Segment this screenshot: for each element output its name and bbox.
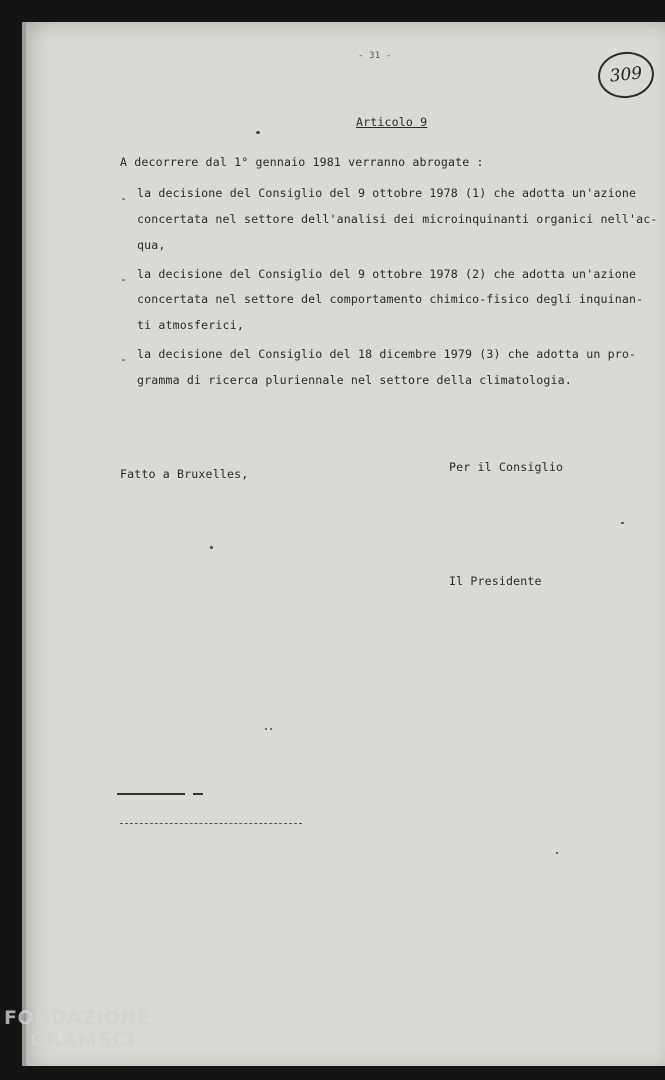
archive-stamp-number: 309 bbox=[608, 63, 644, 87]
bullet-dash: - bbox=[120, 352, 127, 366]
page-number: - 31 - bbox=[358, 51, 392, 61]
watermark-line-2: GRAMSCI bbox=[30, 1029, 136, 1051]
intro-paragraph: A decorrere dal 1° gennaio 1981 verranno abrogate : bbox=[120, 155, 484, 169]
paper-speck bbox=[556, 852, 558, 854]
watermark-line-3: onlus bbox=[142, 1054, 164, 1063]
fondazione-gramsci-watermark bbox=[4, 1007, 174, 1073]
item-2-line-3: ti atmosferici, bbox=[137, 318, 244, 332]
council-signature-line: Per il Consiglio bbox=[449, 460, 564, 474]
item-3-line-2: gramma di ricerca pluriennale nel settore della climatologia. bbox=[137, 373, 572, 387]
place-line: Fatto a Bruxelles, bbox=[120, 467, 249, 481]
item-1-line-3: qua, bbox=[137, 238, 166, 252]
bullet-dash: - bbox=[120, 272, 127, 286]
president-signature-line: Il Presidente bbox=[449, 574, 542, 588]
footnote-rule bbox=[117, 793, 185, 795]
footnote-dashed-line bbox=[120, 823, 302, 824]
item-1-line-1: la decisione del Consiglio del 9 ottobre 1978 (1) che adotta un'azione bbox=[137, 186, 637, 200]
footnote-rule-tail bbox=[193, 793, 203, 795]
paper-speck bbox=[270, 728, 272, 730]
article-title: Articolo 9 bbox=[356, 115, 428, 129]
bullet-dash: - bbox=[120, 191, 127, 205]
paper-speck bbox=[265, 728, 267, 730]
document-page bbox=[26, 22, 665, 1066]
item-1-line-2: concertata nel settore dell'analisi dei microinquinanti organici nell'ac- bbox=[137, 212, 658, 226]
item-2-line-2: concertata nel settore del comportamento chimico-fisico degli inquinan- bbox=[137, 292, 644, 306]
watermark-line-1: FONDAZIONE bbox=[4, 1007, 151, 1029]
item-2-line-1: la decisione del Consiglio del 9 ottobre 1978 (2) che adotta un'azione bbox=[137, 267, 637, 281]
paper-speck bbox=[621, 522, 624, 524]
item-3-line-1: la decisione del Consiglio del 18 dicembre 1979 (3) che adotta un pro- bbox=[137, 347, 637, 361]
paper-speck bbox=[210, 546, 213, 549]
paper-speck bbox=[256, 131, 260, 134]
